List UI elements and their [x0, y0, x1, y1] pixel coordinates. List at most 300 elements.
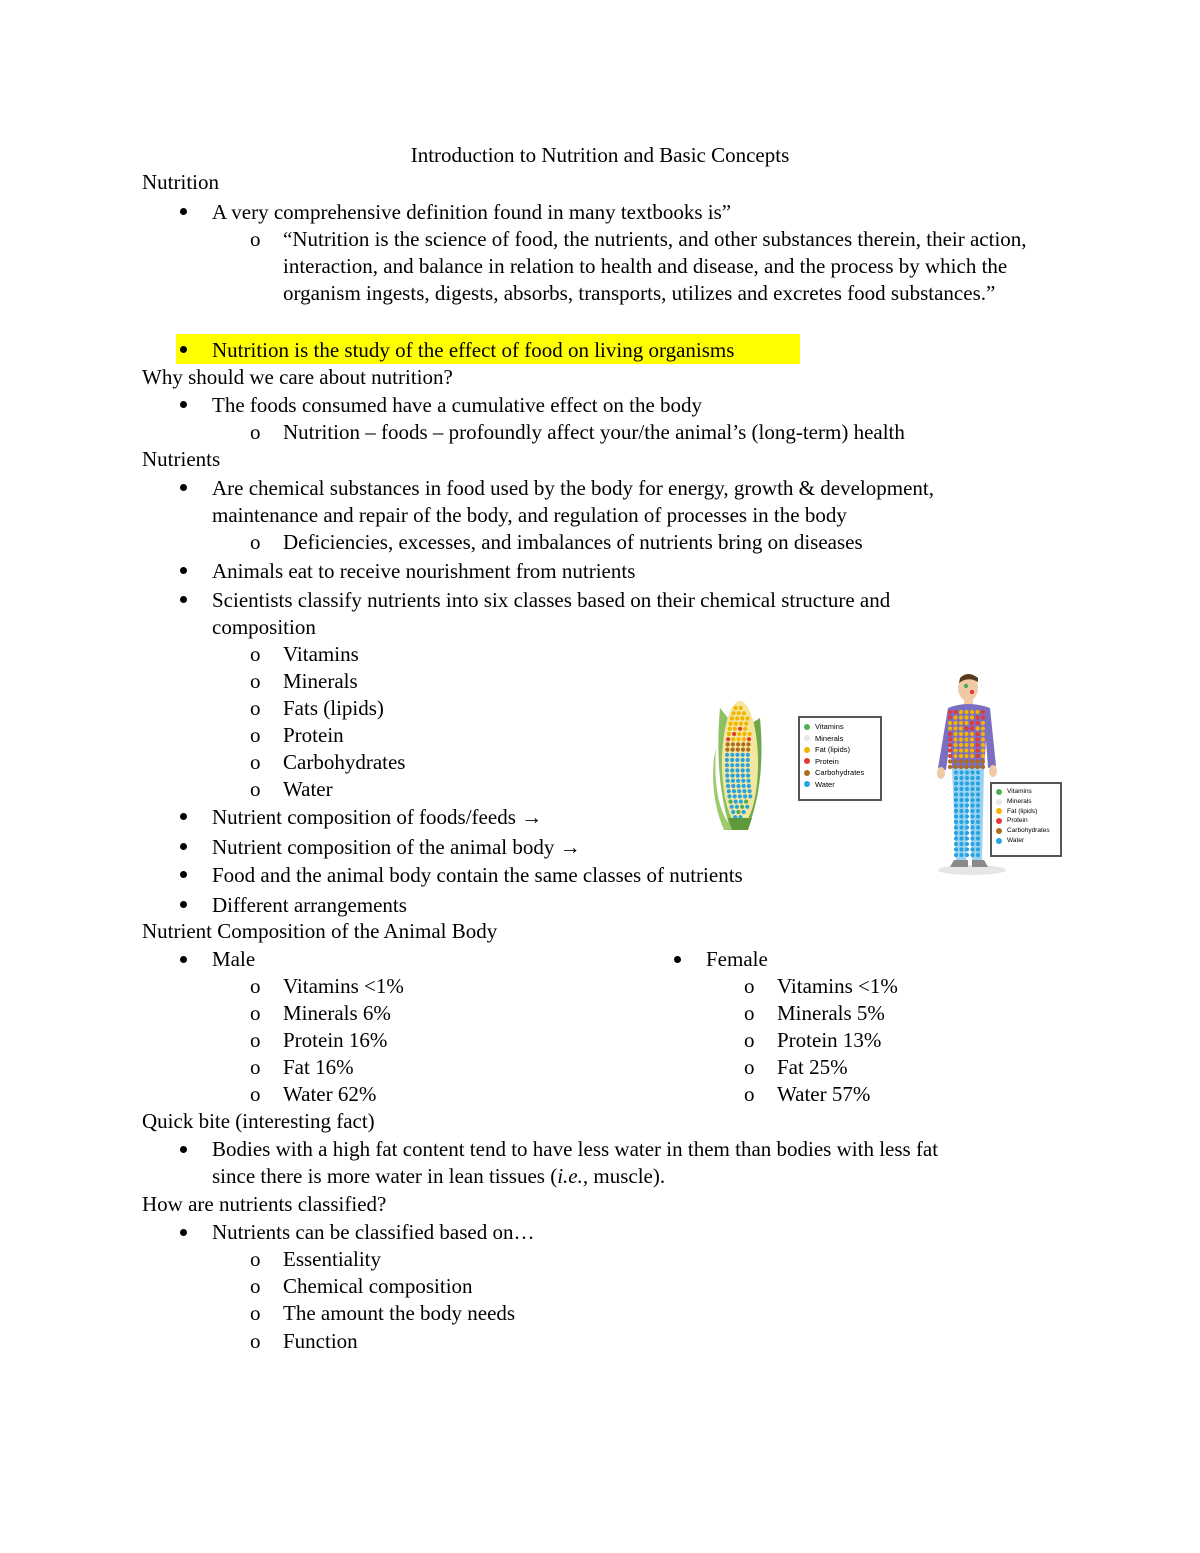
nutrients-bullet-7: Different arrangements — [212, 893, 407, 917]
nutrient-dot — [948, 765, 952, 769]
nutrient-dot — [970, 710, 974, 714]
nutrient-dot — [976, 836, 980, 840]
heading-why-care: Why should we care about nutrition? — [142, 365, 453, 389]
nutrient-dot — [981, 765, 985, 769]
legend-item: Vitamins — [996, 787, 1056, 797]
nutrient-dot — [959, 770, 963, 774]
nutrient-dot — [748, 732, 752, 736]
vitamins-swatch-icon — [804, 724, 810, 730]
nutrient-dot — [959, 765, 963, 769]
nutrient-dot — [970, 842, 974, 846]
nutrient-dot — [734, 706, 738, 710]
nutrient-dot — [731, 748, 735, 752]
nutrient-dot — [965, 831, 969, 835]
male-item: Fat 16% — [283, 1055, 354, 1079]
nutrient-dot — [975, 715, 979, 719]
heading-nutrients: Nutrients — [142, 447, 221, 471]
sub-bullet-icon: o — [744, 1001, 755, 1025]
nutrient-dot — [742, 789, 746, 793]
nutrient-dot — [975, 748, 979, 752]
nutrient-dot — [727, 789, 731, 793]
nutrient-dot — [970, 803, 974, 807]
nutrient-dot — [965, 809, 969, 813]
sub-bullet-icon: o — [250, 227, 261, 251]
nutrient-dot — [735, 763, 739, 767]
nutrient-dot — [970, 759, 974, 763]
heading-nutrition: Nutrition — [142, 170, 219, 194]
nutrient-dot — [954, 831, 958, 835]
sub-bullet-icon: o — [744, 1055, 755, 1079]
nutrient-dot — [726, 784, 730, 788]
corn-illustration — [710, 688, 770, 833]
nutrient-dot — [965, 836, 969, 840]
nutrient-dot — [954, 825, 958, 829]
nutrient-dot — [736, 742, 740, 746]
nutrient-dot — [732, 789, 736, 793]
bullet-icon — [180, 484, 187, 491]
nutrient-dot — [725, 758, 729, 762]
nutrient-dot — [741, 748, 745, 752]
nutrient-dot — [970, 787, 974, 791]
legend-item: Fat (lipids) — [996, 807, 1056, 817]
nutrition-short-definition: Nutrition is the study of the effect of food on living organisms — [212, 338, 735, 362]
legend-item: Water — [804, 779, 876, 791]
bullet-icon — [180, 871, 187, 878]
bullet-icon — [180, 208, 187, 215]
nutrient-dot — [970, 743, 974, 747]
nutrient-dot — [739, 722, 743, 726]
nutrient-dot — [959, 798, 963, 802]
nutrient-dot — [953, 726, 957, 730]
legend-item: Vitamins — [804, 721, 876, 733]
nutrient-dot — [725, 763, 729, 767]
nutrient-dot — [737, 789, 741, 793]
nutrient-dot — [976, 770, 980, 774]
legend-item: Protein — [804, 756, 876, 768]
classified-item: Chemical composition — [283, 1274, 473, 1298]
sub-bullet-icon: o — [250, 1082, 261, 1106]
nutrient-dot — [725, 748, 729, 752]
nutrient-dot — [954, 787, 958, 791]
nutrient-dot — [739, 706, 743, 710]
quick-bite-line-2: since there is more water in lean tissues (i.e., muscle). — [212, 1164, 666, 1188]
nutrient-dot — [965, 803, 969, 807]
nutrient-dot — [970, 792, 974, 796]
nutrient-dot — [726, 737, 730, 741]
heading-quick-bite: Quick bite (interesting fact) — [142, 1109, 375, 1133]
nutrient-dot — [959, 792, 963, 796]
nutrient-dot — [742, 732, 746, 736]
nutrient-dot — [743, 794, 747, 798]
nutrient-dot — [746, 748, 750, 752]
nutrient-dot — [738, 794, 742, 798]
nutrient-dot — [748, 794, 752, 798]
nutrient-dot — [976, 814, 980, 818]
nutrient-dot — [959, 748, 963, 752]
female-item: Water 57% — [777, 1082, 871, 1106]
nutrient-dot — [948, 754, 952, 758]
nutrient-dot — [948, 726, 952, 730]
nutrient-dot — [981, 710, 985, 714]
nutrient-dot — [954, 798, 958, 802]
nutrient-dot — [741, 758, 745, 762]
nutrient-dot — [743, 727, 747, 731]
female-item: Vitamins <1% — [777, 974, 898, 998]
heading-classified: How are nutrients classified? — [142, 1192, 387, 1216]
nutrient-dot — [731, 742, 735, 746]
nutrient-dot — [959, 803, 963, 807]
nutrient-dot — [953, 732, 957, 736]
nutrient-dot — [981, 754, 985, 758]
nutrient-dot — [964, 759, 968, 763]
nutrient-dot — [970, 853, 974, 857]
sub-bullet-icon: o — [250, 1028, 261, 1052]
nutrient-dot — [954, 836, 958, 840]
nutrient-dot — [729, 722, 733, 726]
class-item: Carbohydrates — [283, 750, 406, 774]
nutrition-definition-intro: A very comprehensive definition found in many textbooks is” — [212, 200, 732, 224]
nutrient-dot — [970, 847, 974, 851]
nutrient-dot — [976, 792, 980, 796]
nutrient-dot — [736, 748, 740, 752]
nutrient-dot — [744, 722, 748, 726]
nutrient-dot — [948, 715, 952, 719]
nutrient-dot — [735, 805, 739, 809]
nutrient-dot — [737, 732, 741, 736]
minerals-swatch-icon — [996, 799, 1002, 805]
legend-item: Carbohydrates — [996, 826, 1056, 836]
nutrient-dot — [735, 716, 739, 720]
nutrient-dot — [975, 726, 979, 730]
nutrient-dot — [964, 743, 968, 747]
nutrient-dot — [731, 737, 735, 741]
nutrient-dot — [747, 737, 751, 741]
nutrient-dot — [976, 820, 980, 824]
nutrient-dot — [954, 781, 958, 785]
nutrient-dot — [964, 754, 968, 758]
legend-item: Minerals — [996, 797, 1056, 807]
classified-bullet-1: Nutrients can be classified based on… — [212, 1220, 535, 1244]
nutrient-dot — [730, 805, 734, 809]
nutrients-bullet-5: Nutrient composition of the animal body → — [212, 835, 581, 859]
nutrient-dot — [965, 781, 969, 785]
nutrient-dot — [954, 770, 958, 774]
nutrient-dot — [954, 853, 958, 857]
nutrient-dot — [734, 800, 738, 804]
water-swatch-icon — [996, 838, 1002, 844]
nutrient-dot — [744, 800, 748, 804]
nutrient-dot — [948, 732, 952, 736]
nutrient-dot — [981, 732, 985, 736]
nutrient-dot — [728, 800, 732, 804]
nutrient-dot — [976, 798, 980, 802]
sub-bullet-icon: o — [250, 530, 261, 554]
nutrient-dot — [746, 758, 750, 762]
nutrient-dot — [959, 809, 963, 813]
nutrient-dot — [964, 710, 968, 714]
nutrient-dot — [959, 847, 963, 851]
nutrient-legend-body — [990, 782, 1062, 857]
nutrient-dot — [741, 742, 745, 746]
nutrient-dot — [970, 831, 974, 835]
nutrient-dot — [959, 831, 963, 835]
nutrient-dot — [746, 763, 750, 767]
nutrient-dot — [965, 770, 969, 774]
nutrient-dot — [948, 743, 952, 747]
bullet-icon — [180, 401, 187, 408]
nutrient-dot — [965, 853, 969, 857]
nutrient-dot — [746, 779, 750, 783]
class-item: Water — [283, 777, 333, 801]
nutrient-dot — [953, 715, 957, 719]
nutrient-dot — [742, 711, 746, 715]
bullet-icon — [180, 956, 187, 963]
nutrient-dot — [970, 776, 974, 780]
nutrient-dot — [970, 748, 974, 752]
nutrient-dot — [734, 722, 738, 726]
nutrient-dot — [970, 721, 974, 725]
nutrient-dot — [975, 754, 979, 758]
nutrient-dot — [959, 853, 963, 857]
nutrient-dot — [948, 737, 952, 741]
nutrient-dot — [964, 765, 968, 769]
nutrient-dot — [975, 710, 979, 714]
nutrient-dot — [959, 836, 963, 840]
nutrient-dot — [965, 792, 969, 796]
nutrient-dot — [741, 768, 745, 772]
nutrient-dot — [727, 732, 731, 736]
nutrient-dot — [981, 737, 985, 741]
nutrient-dot — [730, 758, 734, 762]
nutrient-dot — [948, 721, 952, 725]
nutrient-dot — [732, 732, 736, 736]
legend-item: Minerals — [804, 733, 876, 745]
male-item: Minerals 6% — [283, 1001, 391, 1025]
nutrient-dot — [976, 809, 980, 813]
nutrient-dot — [976, 831, 980, 835]
nutrient-dot — [731, 810, 735, 814]
nutrient-dot — [975, 732, 979, 736]
nutrient-dot — [731, 779, 735, 783]
nutrient-dot — [970, 820, 974, 824]
nutrient-dot — [954, 820, 958, 824]
legend-item: Fat (lipids) — [804, 744, 876, 756]
nutrient-dot — [725, 768, 729, 772]
nutrient-dot — [741, 779, 745, 783]
nutrient-dot — [953, 721, 957, 725]
female-item: Fat 25% — [777, 1055, 848, 1079]
classified-item: Essentiality — [283, 1247, 381, 1271]
nutrition-definition-quote: “Nutrition is the science of food, the nutrients, and other substances therein, their action, interaction, and balance in relation to health and disease, and the process by which the organism ingests, digests, absorbs, transports, utilizes and excretes food substances.” — [283, 227, 1027, 305]
nutrient-dot — [742, 784, 746, 788]
nutrient-dot — [964, 715, 968, 719]
nutrient-dot — [959, 759, 963, 763]
nutrient-dot — [976, 842, 980, 846]
why-sub-1: Nutrition – foods – profoundly affect your/the animal’s (long-term) health — [283, 420, 905, 444]
nutrient-dot — [965, 814, 969, 818]
sub-bullet-icon: o — [744, 1028, 755, 1052]
vitamins-swatch-icon — [996, 789, 1002, 795]
nutrient-dot — [965, 842, 969, 846]
class-item: Minerals — [283, 669, 358, 693]
nutrient-dot — [953, 754, 957, 758]
nutrient-dot — [737, 737, 741, 741]
classified-item: Function — [283, 1329, 358, 1353]
legend-item: Water — [996, 836, 1056, 846]
sub-bullet-icon: o — [250, 1247, 261, 1271]
sub-bullet-icon: o — [250, 420, 261, 444]
nutrient-dot — [964, 732, 968, 736]
nutrient-dot — [954, 814, 958, 818]
nutrient-dot — [976, 825, 980, 829]
nutrient-dot — [975, 759, 979, 763]
nutrients-bullet-2: Animals eat to receive nourishment from nutrients — [212, 559, 636, 583]
sub-bullet-icon: o — [250, 777, 261, 801]
female-item: Protein 13% — [777, 1028, 882, 1052]
nutrient-dot — [981, 721, 985, 725]
nutrient-dot — [959, 715, 963, 719]
nutrient-dot — [965, 825, 969, 829]
nutrient-dot — [948, 710, 952, 714]
nutrient-dot — [970, 798, 974, 802]
nutrient-dot — [742, 737, 746, 741]
nutrient-dot — [975, 743, 979, 747]
nutrient-dot — [959, 726, 963, 730]
legend-item: Protein — [996, 816, 1056, 826]
male-item: Protein 16% — [283, 1028, 388, 1052]
heading-composition: Nutrient Composition of the Animal Body — [142, 919, 498, 943]
nutrient-dot — [959, 737, 963, 741]
male-label: Male — [212, 947, 256, 971]
sub-bullet-icon: o — [250, 1301, 261, 1325]
nutrient-dot — [953, 743, 957, 747]
nutrient-dot — [736, 784, 740, 788]
nutrient-dot — [748, 789, 752, 793]
nutrient-dot — [959, 732, 963, 736]
nutrient-dot — [733, 727, 737, 731]
bullet-icon — [180, 596, 187, 603]
sub-bullet-icon: o — [250, 669, 261, 693]
nutrient-dot — [970, 737, 974, 741]
nutrient-dot — [731, 784, 735, 788]
protein-swatch-icon — [996, 818, 1002, 824]
nutrient-dot — [736, 774, 740, 778]
nutrient-dot — [970, 814, 974, 818]
nutrient-dot — [976, 803, 980, 807]
nutrient-dot — [959, 787, 963, 791]
nutrient-dot — [970, 726, 974, 730]
nutrient-dot — [954, 842, 958, 846]
nutrient-dot — [954, 792, 958, 796]
nutrient-dot — [735, 768, 739, 772]
nutrient-dot — [736, 779, 740, 783]
nutrient-dot — [976, 847, 980, 851]
nutrient-dot — [965, 847, 969, 851]
sub-bullet-icon: o — [250, 696, 261, 720]
nutrient-dot — [970, 825, 974, 829]
legend-item: Carbohydrates — [804, 767, 876, 779]
nutrient-dot — [970, 781, 974, 785]
nutrient-dot — [964, 748, 968, 752]
nutrient-dot — [981, 715, 985, 719]
nutrient-dot — [970, 770, 974, 774]
nutrient-dot — [730, 763, 734, 767]
nutrient-dot — [746, 753, 750, 757]
nutrient-dot — [953, 748, 957, 752]
nutrient-dot — [730, 753, 734, 757]
nutrient-dot — [746, 768, 750, 772]
nutrients-bullet-4: Nutrient composition of foods/feeds → — [212, 805, 543, 829]
nutrient-dot — [953, 765, 957, 769]
water-swatch-icon — [804, 781, 810, 787]
nutrient-dot — [959, 743, 963, 747]
nutrients-bullet-1: Are chemical substances in food used by the body for energy, growth & development, maintenance and repair of the body, and regulation of processes in the body — [212, 476, 934, 527]
nutrient-dot — [741, 753, 745, 757]
male-item: Vitamins <1% — [283, 974, 404, 998]
nutrient-dot — [954, 809, 958, 813]
nutrient-dot — [959, 825, 963, 829]
carbohydrates-swatch-icon — [996, 828, 1002, 834]
nutrient-dot — [975, 737, 979, 741]
nutrient-dot — [970, 765, 974, 769]
nutrient-dot — [954, 776, 958, 780]
fat-swatch-icon — [996, 808, 1002, 814]
nutrients-bullet-6: Food and the animal body contain the same classes of nutrients — [212, 863, 743, 887]
nutrients-bullet-3: Scientists classify nutrients into six classes based on their chemical structure and composition — [212, 588, 891, 639]
sub-bullet-icon: o — [250, 1001, 261, 1025]
nutrient-dot — [959, 776, 963, 780]
nutrient-dot — [740, 805, 744, 809]
nutrient-dot — [959, 820, 963, 824]
nutrient-dot — [959, 781, 963, 785]
nutrient-dot — [976, 853, 980, 857]
nutrient-dot — [733, 794, 737, 798]
female-item: Minerals 5% — [777, 1001, 885, 1025]
nutrient-dot — [745, 716, 749, 720]
nutrient-legend-food — [798, 716, 882, 801]
sub-bullet-icon: o — [250, 974, 261, 998]
nutrient-dot — [959, 842, 963, 846]
nutrient-dot — [735, 753, 739, 757]
nutrient-dot — [954, 847, 958, 851]
page-title: Introduction to Nutrition and Basic Concepts — [410, 143, 790, 167]
nutrient-dot — [981, 726, 985, 730]
sub-bullet-icon: o — [250, 750, 261, 774]
nutrient-dot — [954, 803, 958, 807]
protein-swatch-icon — [804, 758, 810, 764]
nutrient-dot — [959, 814, 963, 818]
nutrient-dot — [727, 794, 731, 798]
nutrient-dot — [970, 732, 974, 736]
nutrient-dot — [981, 748, 985, 752]
classified-item: The amount the body needs — [283, 1301, 516, 1325]
nutrient-dot — [970, 715, 974, 719]
sub-bullet-icon: o — [744, 974, 755, 998]
nutrient-dot — [725, 774, 729, 778]
nutrient-dot — [964, 737, 968, 741]
nutrient-dot — [738, 727, 742, 731]
nutrient-dot — [981, 743, 985, 747]
male-item: Water 62% — [283, 1082, 377, 1106]
nutrient-dot — [975, 765, 979, 769]
nutrient-dot — [739, 800, 743, 804]
sub-bullet-icon: o — [250, 1329, 261, 1353]
nutrient-dot — [747, 784, 751, 788]
class-item: Vitamins — [283, 642, 359, 666]
nutrient-dot — [953, 710, 957, 714]
class-item: Protein — [283, 723, 344, 747]
carbohydrates-swatch-icon — [804, 770, 810, 776]
